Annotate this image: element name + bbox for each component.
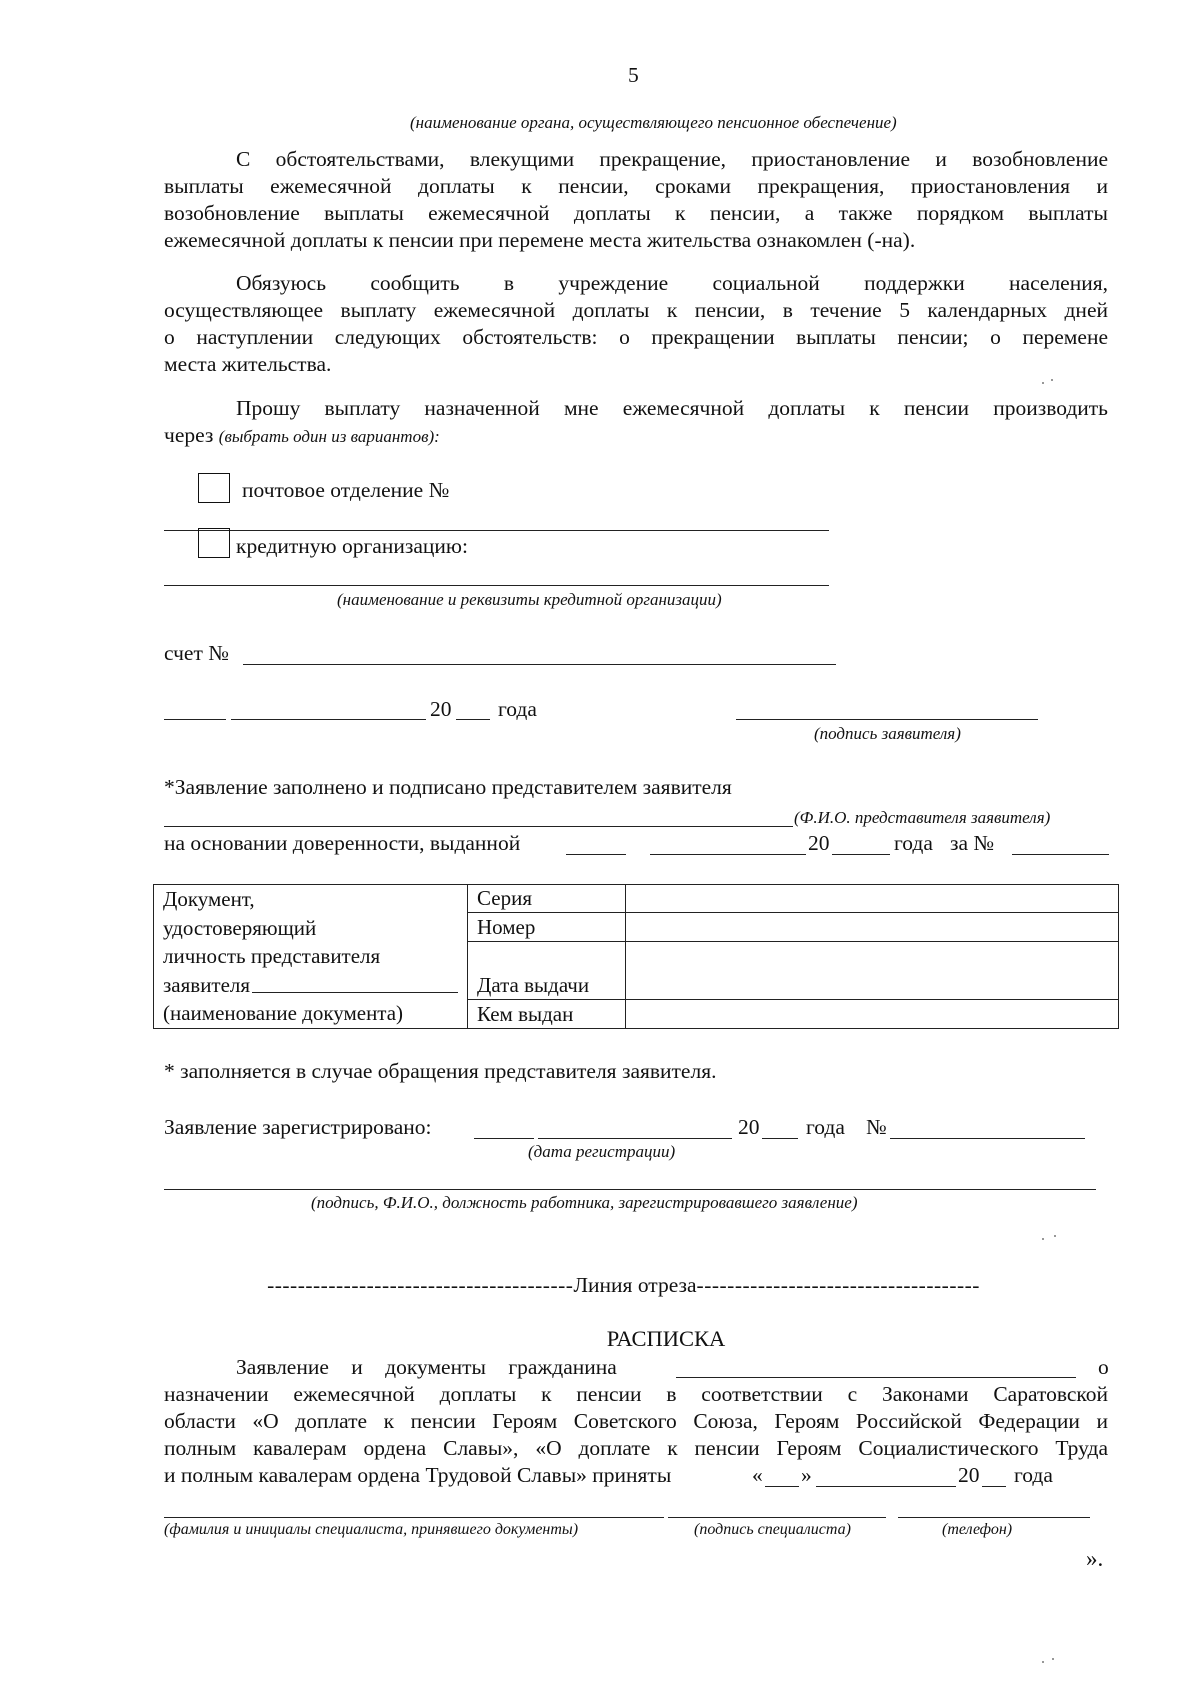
registration-label: Заявление зарегистрировано: xyxy=(164,1115,432,1139)
receipt-body xyxy=(164,1381,1108,1462)
receipt-body-line: полным кавалерам ордена Славы», «О доплате к пенсии Героям Социалистического Труда xyxy=(164,1436,1108,1460)
receipt-intro xyxy=(236,1354,617,1381)
id-doc-line: удостоверяющий xyxy=(163,915,317,940)
cut-line-dashes-left: ---------------------------------------- xyxy=(267,1273,574,1297)
scan-speck xyxy=(1042,1238,1044,1240)
para1-line: С обстоятельствами, влекущими прекращение, приостановление и возобновление xyxy=(236,147,1108,171)
registration-year-suffix: года xyxy=(806,1115,845,1139)
payment-choice-hint: (выбрать один из вариантов): xyxy=(218,427,440,446)
paragraph-acknowledgement xyxy=(164,146,1108,254)
applicant-signature-line[interactable] xyxy=(736,719,1038,720)
field-number-value[interactable] xyxy=(626,913,1119,941)
id-doc-line: заявителя xyxy=(163,972,251,997)
scan-speck xyxy=(1051,379,1053,381)
id-doc-line: личность представителя xyxy=(163,944,381,968)
receipt-accepted-text: и полным кавалерам ордена Трудовой Славы» приняты xyxy=(164,1463,672,1487)
scan-speck xyxy=(1052,1658,1054,1660)
footnote: * заполняется в случае обращения представителя заявителя. xyxy=(164,1059,717,1083)
id-document-name-cell xyxy=(154,885,468,1029)
representative-fio-caption: (Ф.И.О. представителя заявителя) xyxy=(794,808,1051,827)
para1-line: ежемесячной доплаты к пенсии при перемене места жительства ознакомлен (-на). xyxy=(164,228,916,252)
credit-org-label: кредитную организацию: xyxy=(236,534,468,558)
closing-quote-mark: ». xyxy=(1086,1546,1104,1571)
registration-number-line[interactable] xyxy=(890,1138,1085,1139)
post-office-checkbox[interactable] xyxy=(198,473,230,503)
registration-day-line[interactable] xyxy=(474,1138,534,1139)
scan-speck xyxy=(1054,1235,1056,1237)
registration-year-line[interactable] xyxy=(762,1138,798,1139)
field-number-label: Номер xyxy=(468,913,626,941)
cut-line-dashes-right: ------------------------------------- xyxy=(696,1273,980,1297)
paragraph-obligation xyxy=(164,270,1108,378)
specialist-signature-caption: (подпись специалиста) xyxy=(694,1521,851,1538)
scan-speck xyxy=(1042,382,1044,384)
cut-line-label: Линия отреза xyxy=(573,1273,697,1297)
receipt-quote-open: « xyxy=(752,1463,763,1487)
specialist-phone-caption: (телефон) xyxy=(942,1521,1013,1538)
date-month-line[interactable] xyxy=(231,719,426,720)
registration-month-line[interactable] xyxy=(538,1138,732,1139)
date-year-line[interactable] xyxy=(456,719,490,720)
registration-number-label: № xyxy=(866,1115,887,1139)
date-day-line[interactable] xyxy=(164,719,226,720)
specialist-signature-line[interactable] xyxy=(668,1517,886,1518)
post-office-number-line[interactable] xyxy=(164,530,829,531)
registration-year-prefix: 20 xyxy=(738,1115,760,1139)
poa-day-line[interactable] xyxy=(566,854,626,855)
receipt-month-line[interactable] xyxy=(816,1486,956,1487)
receipt-year-prefix: 20 xyxy=(958,1463,980,1487)
registration-worker-line[interactable] xyxy=(164,1189,1096,1190)
specialist-name-caption: (фамилия и инициалы специалиста, принявшего документы) xyxy=(164,1521,579,1538)
table-row xyxy=(154,885,1119,913)
id-doc-caption: (наименование документа) xyxy=(163,1001,404,1025)
date-year-prefix: 20 xyxy=(430,697,452,721)
poa-number-line[interactable] xyxy=(1012,854,1109,855)
post-office-label: почтовое отделение № xyxy=(242,478,450,502)
authority-caption: (наименование органа, осуществляющего пенсионное обеспечение) xyxy=(410,113,897,132)
receipt-citizen-name-line[interactable] xyxy=(676,1377,1076,1378)
receipt-day-line[interactable] xyxy=(765,1486,799,1487)
applicant-signature-caption: (подпись заявителя) xyxy=(814,724,961,743)
field-issue-date-value[interactable] xyxy=(626,941,1119,999)
para1-line: выплаты ежемесячной доплаты к пенсии, сроками прекращения, приостановления и xyxy=(164,174,1108,198)
poa-number-label: за № xyxy=(950,831,994,855)
receipt-body-line: назначении ежемесячной доплаты к пенсии в соответствии с Законами Саратовской xyxy=(164,1382,1108,1406)
scan-speck xyxy=(1042,1661,1044,1663)
field-issued-by-label: Кем выдан xyxy=(468,999,626,1028)
para2-line: Обязуюсь сообщить в учреждение социальной поддержки населения, xyxy=(236,271,1108,295)
credit-org-checkbox[interactable] xyxy=(198,528,230,558)
registration-worker-caption: (подпись, Ф.И.О., должность работника, зарегистрировавшего заявление) xyxy=(311,1193,858,1212)
para2-line: осуществляющее выплату ежемесячной доплаты к пенсии, в течение 5 календарных дней xyxy=(164,298,1108,322)
account-label: счет № xyxy=(164,641,229,665)
page-number: 5 xyxy=(628,63,639,87)
receipt-intro-text: Заявление и документы гражданина xyxy=(236,1355,617,1379)
id-document-table xyxy=(153,884,1119,1029)
specialist-name-line[interactable] xyxy=(164,1517,664,1518)
poa-month-line[interactable] xyxy=(650,854,806,855)
payment-request-through: через xyxy=(164,423,214,447)
receipt-body-line: области «О доплате к пенсии Героям Советского Союза, Героям Российской Федерации и xyxy=(164,1409,1108,1433)
receipt-quote-close: » xyxy=(801,1463,812,1487)
id-doc-line: Документ, xyxy=(163,887,255,911)
para2-line: места жительства. xyxy=(164,352,332,376)
poa-year-suffix: года xyxy=(894,831,933,855)
poa-year-prefix: 20 xyxy=(808,831,830,855)
field-issued-by-value[interactable] xyxy=(626,999,1119,1028)
cut-line xyxy=(244,1272,1026,1299)
credit-org-details-line[interactable] xyxy=(164,585,829,586)
receipt-year-suffix: года xyxy=(1014,1463,1053,1487)
poa-label: на основании доверенности, выданной xyxy=(164,831,521,855)
representative-note: *Заявление заполнено и подписано представителем заявителя xyxy=(164,775,732,799)
id-document-name-line[interactable] xyxy=(252,992,458,993)
credit-org-caption: (наименование и реквизиты кредитной организации) xyxy=(337,590,722,609)
receipt-intro-end: о xyxy=(1098,1355,1109,1379)
specialist-phone-line[interactable] xyxy=(898,1517,1090,1518)
account-number-line[interactable] xyxy=(243,664,836,665)
para1-line: возобновление выплаты ежемесячной доплаты к пенсии, а также порядком выплаты xyxy=(164,201,1108,225)
registration-date-caption: (дата регистрации) xyxy=(528,1142,676,1161)
representative-fio-line[interactable] xyxy=(164,826,793,827)
para2-line: о наступлении следующих обстоятельств: о прекращении выплаты пенсии; о перемене xyxy=(164,325,1108,349)
receipt-title: РАСПИСКА xyxy=(606,1326,726,1351)
poa-year-line[interactable] xyxy=(832,854,890,855)
receipt-year-line[interactable] xyxy=(982,1486,1006,1487)
field-issue-date-label: Дата выдачи xyxy=(468,941,626,999)
payment-request-line: Прошу выплату назначенной мне ежемесячной доплаты к пенсии производить xyxy=(236,396,1108,420)
payment-request xyxy=(164,395,1108,450)
field-series-value[interactable] xyxy=(626,885,1119,913)
date-year-suffix: года xyxy=(498,697,537,721)
field-series-label: Серия xyxy=(468,885,626,913)
